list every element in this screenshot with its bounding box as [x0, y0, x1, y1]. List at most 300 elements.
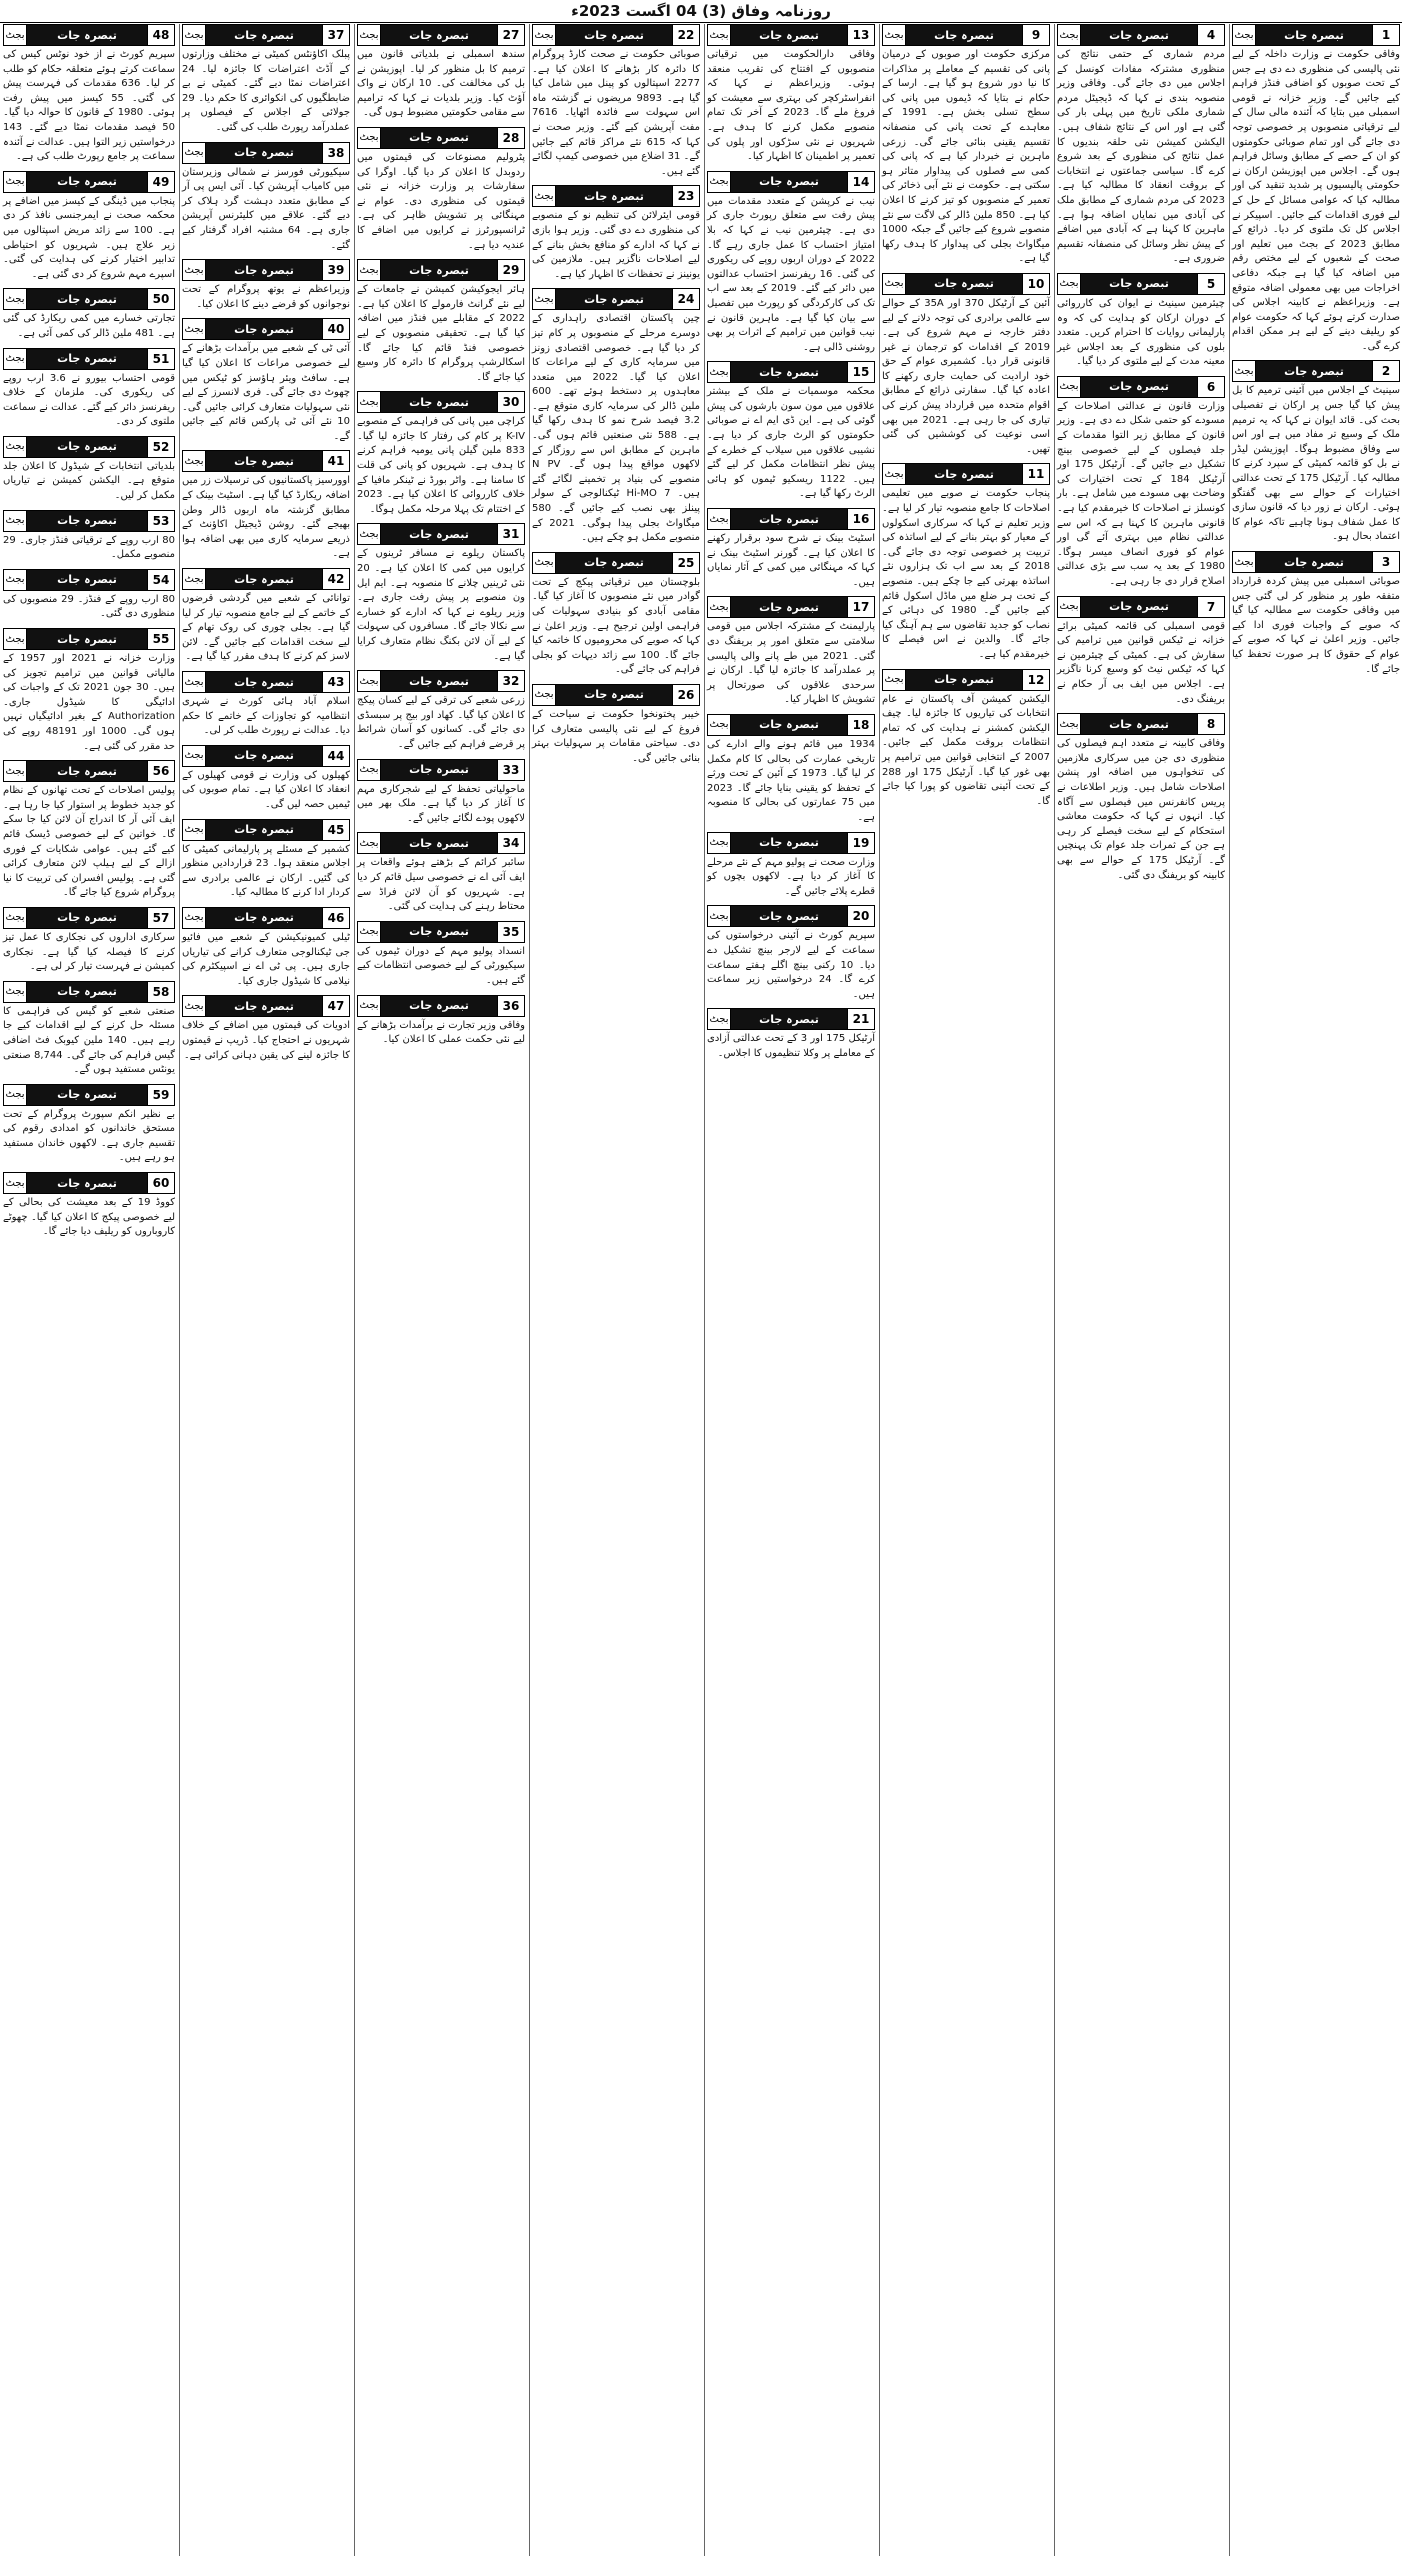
news-item-tag: بجٹ: [4, 437, 27, 457]
news-item-text: صوبائی حکومت نے صحت کارڈ پروگرام کا دائرہ کار بڑھانے کا اعلان کیا ہے۔ 2277 اسپتالوں کو پینل میں شامل کیا گیا ہے۔ 9893 مریضوں نے گزشتہ ماہ اس سہولت سے فائدہ اٹھایا۔ 7616 مفت آپریشن کیے گئے۔ وزیر صحت نے کہا کہ 615 نئے مراکز قائم کیے جائیں گے۔ 31 اضلاع میں خصوصی کیمپ لگائے گئے ہیں۔: [532, 49, 700, 177]
news-item-label: تبصرہ جات: [731, 597, 847, 617]
news-item-label: تبصرہ جات: [27, 761, 147, 781]
news-item-number: 5: [1197, 274, 1224, 294]
news-item-label: تبصرہ جات: [27, 1085, 147, 1105]
news-item: [357, 832, 525, 914]
news-item-text: ہائر ایجوکیشن کمیشن نے جامعات کے لیے نئے گرانٹ فارمولے کا اعلان کیا ہے۔ 2022 کے مقابلے میں فنڈز میں اضافہ کیا گیا ہے۔ تحقیقی منصوبوں کے لیے خصوصی فنڈ قائم کیا جائے گا۔ اسکالرشپ پروگرام کا دائرہ کار وسیع کیا جائے گا۔: [357, 284, 525, 383]
news-item: [1057, 376, 1225, 590]
news-item-number: 9: [1022, 25, 1049, 45]
news-item-tag: بجٹ: [1058, 377, 1081, 397]
news-item-header: [1057, 273, 1225, 295]
news-item-text: وزارت صحت نے پولیو مہم کے نئے مرحلے کا آغاز کر دیا ہے۔ لاکھوں بچوں کو قطرے پلائے جائیں گے۔: [707, 856, 875, 897]
news-item-header: [707, 905, 875, 927]
news-item-header: [357, 523, 525, 545]
news-item: [182, 819, 350, 901]
news-item-header: [3, 1172, 175, 1194]
news-item-number: 19: [847, 833, 874, 853]
news-item-text: انسداد پولیو مہم کے دوران ٹیموں کی سیکیورٹی کے لیے خصوصی انتظامات کیے گئے ہیں۔: [357, 945, 525, 986]
news-item-number: 1: [1372, 25, 1399, 45]
news-item-tag: بجٹ: [4, 289, 27, 309]
column-7: [179, 24, 352, 2556]
news-item-text: تجارتی خسارے میں کمی ریکارڈ کی گئی ہے۔ 481 ملین ڈالر کی کمی آئی ہے۔: [3, 313, 175, 339]
news-item-header: [882, 463, 1050, 485]
news-item: [3, 981, 175, 1078]
news-item-text: سپریم کورٹ نے از خود نوٹس کیس کی سماعت کرتے ہوئے متعلقہ حکام کو طلب کر لیا۔ 636 مقدمات کی فہرست پیش کی گئی۔ 55 کیسز میں پیش رفت ہوئی۔ 1980 کے قانون کا حوالہ دیا گیا۔ 50 فیصد مقدمات نمٹا دیے گئے۔ 143 درخواستیں زیر التوا ہیں۔ عدالت نے آئندہ سماعت پر جامع رپورٹ طلب کی ہے۔: [3, 49, 175, 163]
news-item-tag: بجٹ: [1058, 714, 1081, 734]
news-item-text: پولیس اصلاحات کے تحت تھانوں کے نظام کو جدید خطوط پر استوار کیا جا رہا ہے۔ ایف آئی آر کا اندراج آن لائن کیا جا سکے گا۔ خواتین کے لیے خصوصی ڈیسک قائم کیے گئے ہیں۔ عوامی شکایات کے فوری ازالے کے لیے ہیلپ لائن متعارف کرائی گئی ہے۔ پولیس افسران کی تربیت کا نیا پروگرام شروع کیا جائے گا۔: [3, 785, 175, 899]
news-item-number: 3: [1372, 552, 1399, 572]
news-item-header: [357, 391, 525, 413]
news-item: [3, 24, 175, 165]
news-item: [882, 273, 1050, 458]
news-item-label: تبصرہ جات: [906, 464, 1022, 484]
news-item-tag: بجٹ: [1058, 274, 1081, 294]
news-item-text: قومی اسمبلی کی قائمہ کمیٹی برائے خزانہ نے ٹیکس قوانین میں ترامیم کی سفارش کی ہے۔ کمیٹی کے چیئرمین نے کہا کہ ٹیکس نیٹ کو وسیع کرنا ناگزیر ہے۔ اجلاس میں ایف بی آر حکام نے بریفنگ دی۔: [1057, 620, 1225, 705]
news-item-tag: بجٹ: [708, 833, 731, 853]
news-item: [1232, 360, 1400, 545]
news-item-number: 4: [1197, 25, 1224, 45]
news-item-label: تبصرہ جات: [556, 553, 672, 573]
news-item: [182, 907, 350, 989]
news-item-header: [182, 24, 350, 46]
news-item-number: 33: [497, 760, 524, 780]
news-item-text: قومی احتساب بیورو نے 3.6 ارب روپے کی ریکوری کی۔ ملزمان کے خلاف ریفرنسز دائر کیے گئے۔ عدالت نے سماعت ملتوی کر دی۔: [3, 372, 175, 428]
news-item: [3, 1172, 175, 1240]
news-item-number: 55: [147, 629, 174, 649]
news-item-tag: بجٹ: [183, 569, 206, 589]
news-item-text: پارلیمنٹ کے مشترکہ اجلاس میں قومی سلامتی سے متعلق امور پر بریفنگ دی گئی۔ 2021 میں طے پانے والی پالیسی پر عملدرآمد کا جائزہ لیا گیا۔ ارکان نے سرحدی علاقوں کی صورتحال پر تشویش کا اظہار کیا۔: [707, 621, 876, 706]
news-item-number: 57: [147, 908, 174, 928]
news-item-text: آئی ٹی کے شعبے میں برآمدات بڑھانے کے لیے خصوصی مراعات کا اعلان کیا گیا ہے۔ سافٹ ویئر ہاؤسز کو ٹیکس میں چھوٹ دی جائے گی۔ فری لانسرز کے لیے نئی سہولیات متعارف کرائی جائیں گی۔ 10 نئے آئی ٹی پارکس قائم کیے جائیں گے۔: [182, 343, 350, 442]
news-item-header: [3, 24, 175, 46]
news-item-header: [182, 259, 350, 281]
news-item-text: صنعتی شعبے کو گیس کی فراہمی کا مسئلہ حل کرنے کے لیے اقدامات کیے جا رہے ہیں۔ 140 ملین کیوبک فٹ اضافی گیس فراہم کی جائے گی۔ 8,744 صنعتی یونٹس مستفید ہوں گے۔: [3, 1005, 175, 1076]
column-1: [1229, 24, 1402, 2556]
news-item-label: تبصرہ جات: [1081, 274, 1197, 294]
news-item-text: صوبائی اسمبلی میں پیش کردہ قرارداد متفقہ طور پر منظور کر لی گئی جس میں وفاقی حکومت سے مطالبہ کیا گیا کہ صوبے کے واجبات فوری ادا کیے جائیں۔ وزیر اعلیٰ نے کہا کہ صوبے کے عوام کے حقوق کا ہر صورت تحفظ کیا جائے گا۔: [1232, 576, 1400, 675]
news-item-header: [357, 670, 525, 692]
news-item-number: 23: [672, 186, 699, 206]
news-item-text: 1934 میں قائم ہونے والے ادارے کی تاریخی عمارت کی بحالی کا کام مکمل کر لیا گیا۔ 1973 کے آئین کے تحت ورثے کے تحفظ کو یقینی بنایا جائے گا۔ 2023 میں 75 عمارتوں کی بحالی کا منصوبہ ہے۔: [707, 738, 875, 823]
news-item-tag: بجٹ: [708, 509, 731, 529]
news-item-number: 12: [1022, 670, 1049, 690]
page-title: روزنامہ وفاق (3) 04 اگست 2023ء: [0, 0, 1402, 23]
news-item: [882, 463, 1050, 662]
news-item-text: وفاقی دارالحکومت میں ترقیاتی منصوبوں کے افتتاح کی تقریب منعقد ہوئی۔ وزیراعظم نے کہا کہ انفراسٹرکچر کی بہتری سے معیشت کو فروغ ملے گا۔ 2023 کے آخر تک تمام منصوبے مکمل کرنے کا ہدف ہے۔ شہریوں نے نئی سڑکوں اور پلوں کی تعمیر پر اطمینان کا اظہار کیا۔: [707, 49, 875, 163]
news-item-label: تبصرہ جات: [1256, 361, 1372, 381]
news-item-label: تبصرہ جات: [27, 1173, 147, 1193]
news-item-label: تبصرہ جات: [381, 392, 497, 412]
column-5: [529, 24, 702, 2556]
news-item-header: [882, 24, 1050, 46]
column-6: [354, 24, 527, 2556]
news-item-number: 11: [1022, 464, 1049, 484]
news-item-header: [3, 907, 175, 929]
news-item: [182, 24, 350, 136]
news-item-header: [182, 995, 350, 1017]
news-item-number: 48: [147, 25, 174, 45]
news-item-tag: بجٹ: [708, 597, 731, 617]
news-item-text: خیبر پختونخوا حکومت نے سیاحت کے فروغ کے لیے نئی پالیسی متعارف کرا دی۔ سیاحتی مقامات پر سہولیات بہتر بنائی جائیں گی۔: [532, 708, 700, 764]
news-item-label: تبصرہ جات: [206, 569, 322, 589]
news-item-label: تبصرہ جات: [381, 128, 497, 148]
news-item-header: [882, 273, 1050, 295]
news-item: [182, 671, 350, 739]
news-item: [707, 1008, 875, 1061]
news-item-tag: بجٹ: [4, 982, 27, 1002]
news-item-number: 14: [847, 172, 874, 192]
news-item-label: تبصرہ جات: [906, 670, 1022, 690]
news-item-tag: بجٹ: [4, 629, 27, 649]
news-item: [182, 259, 350, 312]
news-item: [1232, 551, 1400, 677]
news-item-text: ٹیلی کمیونیکیشن کے شعبے میں فائیو جی ٹیکنالوجی متعارف کرانے کی تیاریاں جاری ہیں۔ پی ٹی اے نے اسپیکٹرم کی نیلامی کا شیڈول جاری کیا۔: [182, 931, 350, 987]
news-item-header: [532, 185, 700, 207]
news-item-label: تبصرہ جات: [731, 906, 847, 926]
news-item-label: تبصرہ جات: [381, 833, 497, 853]
news-item-text: کھیلوں کی وزارت نے قومی کھیلوں کے انعقاد کا اعلان کیا ہے۔ تمام صوبوں کی ٹیمیں حصہ لیں گی۔: [182, 769, 350, 810]
news-item-header: [532, 288, 700, 310]
news-item-tag: بجٹ: [183, 25, 206, 45]
news-item-header: [3, 1084, 175, 1106]
news-item-tag: بجٹ: [708, 25, 731, 45]
news-item: [882, 24, 1050, 267]
news-item: [707, 508, 875, 590]
news-item-label: تبصرہ جات: [1081, 714, 1197, 734]
news-item-tag: بجٹ: [4, 511, 27, 531]
news-item-tag: بجٹ: [183, 908, 206, 928]
news-item-number: 58: [147, 982, 174, 1002]
news-item-header: [182, 142, 350, 164]
news-item-text: وزارت خزانہ نے 2021 اور 1957 کے مالیاتی قوانین میں ترامیم تجویز کی ہیں۔ 30 جون 2021 تک کے واجبات کی ادائیگی کا شیڈول جاری۔ Authorization کے بغیر ادائیگیاں نہیں ہوں گی۔ 1000 اور 48191 روپے کی حد مقرر کی گئی ہے۔: [3, 653, 175, 752]
news-item-tag: بجٹ: [883, 274, 906, 294]
news-item: [532, 288, 700, 546]
news-item-header: [3, 436, 175, 458]
news-item: [3, 436, 175, 504]
news-item-text: وزارت قانون نے عدالتی اصلاحات کے مسودے کو حتمی شکل دے دی ہے۔ وزیر قانون کے مطابق زیر التوا مقدمات کے جلد فیصلوں کے لیے خصوصی بینچ تشکیل دیے جائیں گے۔ آرٹیکل 175 اور آرٹیکل 184 کے تحت اختیارات کی وضاحت بھی مسودے میں شامل ہے۔ بار کونسلز نے اصلاحات کا خیرمقدم کیا ہے۔ قانونی ماہرین کا کہنا ہے کہ اس سے عدالتی نظام میں بہتری آئے گی اور عوام کو فوری انصاف میسر ہوگا۔ 1980 کے بعد یہ سب سے بڑی عدالتی اصلاح قرار دی جا رہی ہے۔: [1057, 400, 1225, 587]
news-item-header: [3, 510, 175, 532]
news-item-label: تبصرہ جات: [731, 25, 847, 45]
news-item-number: 60: [147, 1173, 174, 1193]
news-item-header: [182, 568, 350, 590]
news-item-label: تبصرہ جات: [206, 746, 322, 766]
news-item: [3, 760, 175, 901]
news-item-number: 31: [497, 524, 524, 544]
news-item-number: 49: [147, 172, 174, 192]
news-item-label: تبصرہ جات: [1081, 597, 1197, 617]
news-item-number: 20: [847, 906, 874, 926]
news-item: [532, 24, 700, 179]
news-item-label: تبصرہ جات: [1081, 25, 1197, 45]
news-item-tag: بجٹ: [183, 820, 206, 840]
news-item: [707, 905, 875, 1002]
news-item-text: وفاقی حکومت نے وزارت داخلہ کے لیے نئی پالیسی کی منظوری دے دی ہے جس کے تحت صوبوں کو اضافی فنڈز فراہم کیے جائیں گے۔ وزیر خزانہ نے قومی اسمبلی میں بتایا کہ آئندہ مالی سال کے لیے ترقیاتی منصوبوں پر خصوصی توجہ دی جائے گی اور تمام صوبائی حکومتوں کو ان کے حصے کے مطابق وسائل فراہم ہوں گے۔ اجلاس میں اپوزیشن ارکان نے حکومتی پالیسیوں پر شدید تنقید کی اور مطالبہ کیا کہ عوامی مسائل کے حل کے لیے فوری اقدامات کیے جائیں۔ اسپیکر نے اجلاس کل تک ملتوی کر دیا۔ ذرائع کے مطابق 2023 کے بجٹ میں تعلیم اور صحت کے شعبوں کے لیے مختص رقم میں اضافہ کیا گیا ہے جبکہ دفاعی اخراجات میں بھی معمولی اضافہ متوقع ہے۔ وزیراعظم نے کابینہ اجلاس کی صدارت کرتے ہوئے کہا کہ حکومت عوام کو ریلیف دینے کے لیے ہر ممکن اقدام کرے گی۔: [1232, 49, 1400, 352]
news-item-tag: بجٹ: [4, 1173, 27, 1193]
news-item: [3, 171, 175, 283]
news-item: [3, 907, 175, 975]
news-item-label: تبصرہ جات: [27, 349, 147, 369]
news-item-tag: بجٹ: [4, 761, 27, 781]
news-item-text: پاکستان ریلوے نے مسافر ٹرینوں کے کرایوں میں کمی کا اعلان کیا ہے۔ 20 نئی ٹرینیں چلانے کا منصوبہ ہے۔ ایم ایل ون منصوبے پر پیش رفت جاری ہے۔ وزیر ریلوے نے کہا کہ ادارے کو خسارے سے نکالا جائے گا۔ مسافروں کی سہولت کے لیے آن لائن بکنگ نظام متعارف کرایا گیا ہے۔: [357, 548, 525, 662]
news-item: [3, 569, 175, 622]
news-item: [357, 759, 525, 827]
news-item-label: تبصرہ جات: [1256, 552, 1372, 572]
news-item-label: تبصرہ جات: [27, 629, 147, 649]
news-item-number: 44: [322, 746, 349, 766]
news-item-tag: بجٹ: [1058, 25, 1081, 45]
news-item-text: نیب نے کرپشن کے متعدد مقدمات میں پیش رفت سے متعلق رپورٹ جاری کر دی ہے۔ چیئرمین نیب نے کہا کہ بلا امتیاز احتساب کا عمل جاری رہے گا۔ 2022 کے دوران اربوں روپے کی ریکوری کی گئی۔ 16 ریفرنسز احتساب عدالتوں میں دائر کیے گئے۔ 2019 کے بعد سے اب تک کی کارکردگی کو رپورٹ میں تفصیل سے بیان کیا گیا ہے۔ ماہرین قانون نے نیب قوانین میں ترامیم کے اثرات پر بھی روشنی ڈالی ہے۔: [707, 195, 876, 353]
news-item-tag: بجٹ: [1233, 361, 1256, 381]
news-item-label: تبصرہ جات: [556, 289, 672, 309]
news-item-label: تبصرہ جات: [731, 1009, 847, 1029]
news-item-number: 50: [147, 289, 174, 309]
news-item-tag: بجٹ: [183, 672, 206, 692]
news-item-text: اسٹیٹ بینک نے شرح سود برقرار رکھنے کا اعلان کیا ہے۔ گورنر اسٹیٹ بینک نے کہا کہ مہنگائی میں کمی کے آثار نمایاں ہیں۔: [707, 533, 875, 588]
news-item-tag: بجٹ: [183, 996, 206, 1016]
news-item: [357, 127, 525, 253]
news-item-number: 13: [847, 25, 874, 45]
news-item-text: کووڈ 19 کے بعد معیشت کی بحالی کے لیے خصوصی پیکج کا اعلان کیا گیا۔ چھوٹے کاروباروں کو ریلیف دیا جائے گا۔: [3, 1197, 175, 1238]
news-item-tag: بجٹ: [4, 908, 27, 928]
news-item-label: تبصرہ جات: [27, 25, 147, 45]
news-item: [532, 185, 700, 282]
news-item-tag: بجٹ: [883, 25, 906, 45]
news-item: [357, 523, 525, 664]
news-item-text: چین پاکستان اقتصادی راہداری کے دوسرے مرحلے کے منصوبوں پر کام تیز کر دیا گیا ہے۔ خصوصی اقتصادی زونز میں سرمایہ کاری کے لیے مراعات کا اعلان کیا گیا۔ 2022 میں متعدد معاہدوں پر دستخط ہوئے تھے۔ 600 ملین ڈالر کی سرمایہ کاری متوقع ہے۔ 3.2 فیصد شرح نمو کا ہدف رکھا گیا ہے۔ 588 نئی صنعتیں قائم ہوں گی۔ ماہرین کے مطابق اس سے روزگار کے لاکھوں مواقع پیدا ہوں گے۔ N PV منصوبے کی بنیاد پر تخمینے لگائے گئے ہیں۔ Hi-MO 7 ٹیکنالوجی کے سولر پینلز بھی نصب کیے جائیں گے۔ 580 میگاواٹ بجلی پیدا ہوگی۔ 2021 کے منصوبے مکمل ہو چکے ہیں۔: [532, 313, 701, 544]
news-item-header: [707, 596, 875, 618]
news-item-number: 45: [322, 820, 349, 840]
news-item-header: [532, 24, 700, 46]
news-item-header: [182, 318, 350, 340]
news-item-header: [707, 508, 875, 530]
news-item: [357, 24, 525, 121]
news-item-label: تبصرہ جات: [206, 25, 322, 45]
news-item: [1232, 24, 1400, 354]
news-item-tag: بجٹ: [708, 1009, 731, 1029]
news-item-tag: بجٹ: [4, 1085, 27, 1105]
news-item: [3, 288, 175, 341]
news-item-tag: بجٹ: [358, 671, 381, 691]
news-item-label: تبصرہ جات: [731, 509, 847, 529]
news-item-number: 10: [1022, 274, 1049, 294]
news-item-label: تبصرہ جات: [381, 922, 497, 942]
news-item-tag: بجٹ: [183, 746, 206, 766]
news-item: [707, 24, 875, 165]
news-item-number: 32: [497, 671, 524, 691]
news-item-label: تبصرہ جات: [381, 996, 497, 1016]
news-item: [1057, 596, 1225, 708]
news-item-tag: بجٹ: [708, 715, 731, 735]
news-item-header: [182, 671, 350, 693]
news-item-number: 47: [322, 996, 349, 1016]
news-item-tag: بجٹ: [358, 128, 381, 148]
news-item-number: 59: [147, 1085, 174, 1105]
news-item: [357, 391, 525, 517]
news-item-tag: بجٹ: [1058, 597, 1081, 617]
news-item-tag: بجٹ: [533, 186, 556, 206]
news-item-number: 7: [1197, 597, 1224, 617]
news-item-header: [3, 981, 175, 1003]
news-item-number: 54: [147, 570, 174, 590]
news-item-header: [357, 24, 525, 46]
news-item-tag: بجٹ: [183, 143, 206, 163]
news-item-header: [1057, 713, 1225, 735]
news-item-tag: بجٹ: [4, 349, 27, 369]
news-item-header: [182, 907, 350, 929]
news-item-number: 15: [847, 362, 874, 382]
news-item-text: سینیٹ کے اجلاس میں آئینی ترمیم کا بل پیش کیا گیا جس پر ارکان نے تفصیلی بحث کی۔ قائد ایوان نے کہا کہ یہ ترمیم ملک کے وسیع تر مفاد میں ہے اور اس سے وفاق مضبوط ہوگا۔ اپوزیشن لیڈر نے بل کو قائمہ کمیٹی کے سپرد کرنے کا مطالبہ کیا۔ آرٹیکل 175 کے تحت عدالتی اختیارات کے حوالے سے بھی گفتگو ہوئی۔ ارکان نے زور دیا کہ قانون سازی کا عمل شفاف ہونا چاہیے تاکہ عوام کا اعتماد بحال ہو۔: [1232, 385, 1400, 543]
news-item: [707, 832, 875, 900]
news-item: [182, 745, 350, 813]
news-item-header: [532, 552, 700, 574]
news-item: [3, 348, 175, 430]
news-item-text: مردم شماری کے حتمی نتائج کی منظوری مشترکہ مفادات کونسل کے اجلاس میں دی جائے گی۔ وفاقی وزیر منصوبہ بندی نے کہا کہ ڈیجیٹل مردم شماری ملکی تاریخ میں پہلی بار کی گئی ہے اور اس کے نتائج شفاف ہیں۔ الیکشن کمیشن نئی حلقہ بندیوں کا عمل نتائج کی منظوری کے بعد شروع کرے گا۔ سیاسی جماعتوں نے انتخابات کے بروقت انعقاد کا مطالبہ کیا ہے۔ 2023 کی مردم شماری کے مطابق ملک کی آبادی میں نمایاں اضافہ ہوا ہے۔ ماہرین کا کہنا ہے کہ آبادی میں اضافے کے پیش نظر وسائل کی منصفانہ تقسیم ضروری ہے۔: [1057, 49, 1225, 265]
news-item-tag: بجٹ: [183, 319, 206, 339]
news-item-text: چیئرمین سینیٹ نے ایوان کی کارروائی کے دوران ارکان کو ہدایت کی کہ وہ پارلیمانی روایات کا احترام کریں۔ متعدد بلوں کی منظوری کے بعد اجلاس غیر معینہ مدت کے لیے ملتوی کر دیا گیا۔: [1057, 297, 1225, 368]
news-item: [357, 670, 525, 752]
news-item-tag: بجٹ: [533, 25, 556, 45]
news-item-header: [3, 348, 175, 370]
news-item-number: 26: [672, 685, 699, 705]
news-item-header: [1232, 551, 1400, 573]
news-item-text: پنجاب حکومت نے صوبے میں تعلیمی اصلاحات کا جامع منصوبہ تیار کر لیا ہے۔ وزیر تعلیم نے کہا کہ سرکاری اسکولوں کے معیار کو بہتر بنانے کے لیے اساتذہ کی تربیت پر خصوصی توجہ دی جائے گی۔ 2018 کے بعد سے اب تک ہزاروں نئے اساتذہ بھرتی کیے جا چکے ہیں۔ منصوبے کے تحت ہر ضلع میں ماڈل اسکول قائم کیے جائیں گے۔ 1980 کی دہائی کے نصاب کو جدید تقاضوں سے ہم آہنگ کیا جائے گا۔ والدین نے اس فیصلے کا خیرمقدم کیا ہے۔: [882, 488, 1051, 660]
news-item: [182, 568, 350, 665]
news-item-label: تبصرہ جات: [556, 186, 672, 206]
news-item-text: ماحولیاتی تحفظ کے لیے شجرکاری مہم کا آغاز کر دیا گیا ہے۔ ملک بھر میں لاکھوں پودے لگائے جائیں گے۔: [357, 783, 525, 824]
news-item: [882, 669, 1050, 810]
news-item-label: تبصرہ جات: [906, 274, 1022, 294]
news-item-label: تبصرہ جات: [27, 570, 147, 590]
news-item-text: اوورسیز پاکستانیوں کی ترسیلات زر میں اضافہ ریکارڈ کیا گیا ہے۔ اسٹیٹ بینک کے مطابق گزشتہ ماہ اربوں ڈالر وطن بھیجے گئے۔ روشن ڈیجیٹل اکاؤنٹ کے ذریعے سرمایہ کاری میں بھی اضافہ ہوا ہے۔: [182, 475, 350, 560]
news-item-number: 37: [322, 25, 349, 45]
news-item: [1057, 24, 1225, 267]
news-item-text: 80 ارب روپے کے ترقیاتی فنڈز جاری۔ 29 منصوبے مکمل۔: [3, 534, 175, 561]
news-item-header: [1057, 596, 1225, 618]
news-item-number: 51: [147, 349, 174, 369]
news-item-tag: بجٹ: [183, 260, 206, 280]
news-item-text: کراچی میں پانی کی فراہمی کے منصوبے K-IV پر کام کی رفتار کا جائزہ لیا گیا۔ 833 ملین گیلن پانی یومیہ فراہم کرنے کا ہدف ہے۔ شہریوں کو پانی کی قلت کا سامنا ہے۔ واٹر بورڈ نے ٹینکر مافیا کے خلاف کارروائی کا اعلان کیا ہے۔ 2023 کے اختتام تک پہلا مرحلہ مکمل ہوگا۔: [357, 416, 525, 515]
news-item-header: [1232, 360, 1400, 382]
news-item: [182, 142, 350, 254]
news-item: [532, 684, 700, 766]
news-item-number: 16: [847, 509, 874, 529]
news-item-number: 27: [497, 25, 524, 45]
news-item: [3, 1084, 175, 1166]
news-item-number: 40: [322, 319, 349, 339]
news-item-number: 22: [672, 25, 699, 45]
news-item-text: قومی ایئرلائن کی تنظیم نو کے منصوبے کی منظوری دے دی گئی۔ وزیر ہوا بازی نے کہا کہ ادارے کو منافع بخش بنانے کے لیے اصلاحات ناگزیر ہیں۔ ملازمین کی یونینز نے تحفظات کا اظہار کیا ہے۔: [532, 210, 700, 280]
news-item-header: [357, 259, 525, 281]
news-item-header: [707, 361, 875, 383]
news-item-text: بے نظیر انکم سپورٹ پروگرام کے تحت مستحق خاندانوں کو امدادی رقوم کی تقسیم جاری ہے۔ لاکھوں خاندان مستفید ہو رہے ہیں۔: [3, 1108, 175, 1164]
news-item-number: 41: [322, 451, 349, 471]
news-item-number: 39: [322, 260, 349, 280]
news-item: [707, 171, 875, 356]
news-item-header: [707, 24, 875, 46]
news-item-label: تبصرہ جات: [206, 996, 322, 1016]
news-item-tag: بجٹ: [358, 760, 381, 780]
news-item-number: 25: [672, 553, 699, 573]
news-item-text: سپریم کورٹ نے آئینی درخواستوں کی سماعت کے لیے لارجر بینچ تشکیل دے دیا۔ 10 رکنی بینچ اگلے ہفتے سماعت کرے گا۔ 24 درخواستیں زیر سماعت ہیں۔: [707, 930, 876, 1000]
news-item-header: [182, 819, 350, 841]
column-8: [1, 24, 177, 2556]
news-item-label: تبصرہ جات: [381, 671, 497, 691]
news-item-tag: بجٹ: [708, 172, 731, 192]
news-item-header: [707, 1008, 875, 1030]
news-item-number: 6: [1197, 377, 1224, 397]
news-item-header: [182, 450, 350, 472]
news-item: [707, 361, 875, 502]
news-item: [532, 552, 700, 678]
news-item-number: 8: [1197, 714, 1224, 734]
news-item-label: تبصرہ جات: [206, 260, 322, 280]
news-item-tag: بجٹ: [358, 25, 381, 45]
news-item-tag: بجٹ: [4, 570, 27, 590]
news-item-header: [357, 995, 525, 1017]
news-item-label: تبصرہ جات: [731, 172, 847, 192]
column-2: [1054, 24, 1227, 2556]
news-item-header: [3, 288, 175, 310]
news-item-tag: بجٹ: [1233, 25, 1256, 45]
news-item-text: 80 ارب روپے کے فنڈز۔ 29 منصوبوں کی منظوری دی گئی۔: [3, 593, 175, 620]
news-item-header: [707, 171, 875, 193]
news-item-header: [3, 628, 175, 650]
news-item-text: آئین کے آرٹیکل 370 اور 35A کے حوالے سے عالمی برادری کی توجہ دلانے کے لیے دفتر خارجہ نے مہم شروع کی ہے۔ 2019 کے اقدامات کو ترجمان نے غیر قانونی قرار دیا۔ کشمیری عوام کے حق خود ارادیت کی حمایت جاری رکھنے کا اعادہ کیا گیا۔ سفارتی ذرائع کے مطابق اقوام متحدہ میں قرارداد پیش کرنے کی تیاری کی جا رہی ہے۔ 2021 میں بھی اسی نوعیت کی کوششیں کی گئی تھیں۔: [882, 297, 1050, 455]
news-item-tag: بجٹ: [4, 25, 27, 45]
news-item-text: کشمیر کے مسئلے پر پارلیمانی کمیٹی کا اجلاس منعقد ہوا۔ 23 قراردادیں منظور کی گئیں۔ ارکان نے عالمی برادری سے کردار ادا کرنے کا مطالبہ کیا۔: [182, 843, 350, 899]
news-item-header: [707, 832, 875, 854]
news-item-label: تبصرہ جات: [27, 437, 147, 457]
news-item-number: 18: [847, 715, 874, 735]
news-item: [3, 510, 175, 563]
news-item-tag: بجٹ: [533, 289, 556, 309]
news-item-text: سیکیورٹی فورسز نے شمالی وزیرستان میں کامیاب آپریشن کیا۔ آئی ایس پی آر کے مطابق متعدد دہشت گرد ہلاک کر دیے گئے۔ علاقے میں کلیئرنس آپریشن جاری ہے۔ 64 مشتبہ افراد گرفتار کیے گئے۔: [182, 166, 350, 251]
news-item-number: 36: [497, 996, 524, 1016]
news-item-number: 28: [497, 128, 524, 148]
news-item-tag: بجٹ: [183, 451, 206, 471]
news-item: [182, 450, 350, 562]
news-item-label: تبصرہ جات: [1256, 25, 1372, 45]
news-item-label: تبصرہ جات: [731, 715, 847, 735]
news-item-text: سندھ اسمبلی نے بلدیاتی قانون میں ترمیم کا بل منظور کر لیا۔ اپوزیشن نے بل کی مخالفت کی۔ 10 ارکان نے واک آؤٹ کیا۔ وزیر بلدیات نے کہا کہ ترامیم سے مقامی حکومتیں مضبوط ہوں گی۔: [357, 49, 526, 119]
news-item-tag: بجٹ: [708, 362, 731, 382]
news-item-text: وفاقی وزیر تجارت نے برآمدات بڑھانے کے لیے نئی حکمت عملی کا اعلان کیا۔: [357, 1019, 525, 1046]
news-item-number: 38: [322, 143, 349, 163]
news-item-text: وفاقی کابینہ نے متعدد اہم فیصلوں کی منظوری دی جن میں سرکاری ملازمین کی تنخواہوں میں اضافہ اور پنشن اصلاحات شامل ہیں۔ وزیر اطلاعات نے پریس کانفرنس میں فیصلوں سے آگاہ کیا۔ انہوں نے کہا کہ حکومت معاشی استحکام کے لیے سخت فیصلے کر رہی ہے جن کے ثمرات جلد عوام تک پہنچیں گے۔ آرٹیکل 175 کے حوالے سے بھی کابینہ کو بریفنگ دی گئی۔: [1057, 738, 1225, 881]
news-item-number: 56: [147, 761, 174, 781]
news-item-tag: بجٹ: [4, 172, 27, 192]
news-item-header: [357, 921, 525, 943]
news-item: [357, 259, 525, 385]
news-item-label: تبصرہ جات: [27, 289, 147, 309]
news-item-header: [182, 745, 350, 767]
news-item-label: تبصرہ جات: [27, 172, 147, 192]
news-item-text: آرٹیکل 175 اور 3 کے تحت عدالتی آزادی کے معاملے پر وکلا تنظیموں کا اجلاس۔: [707, 1033, 876, 1059]
news-item-label: تبصرہ جات: [731, 362, 847, 382]
news-item-header: [1057, 24, 1225, 46]
news-item: [1057, 713, 1225, 883]
news-item-text: سرکاری اداروں کی نجکاری کا عمل تیز کرنے کا فیصلہ کیا گیا ہے۔ نجکاری کمیشن نے فہرست تیار کر لی ہے۔: [3, 931, 175, 973]
news-item: [182, 318, 350, 444]
news-item-header: [532, 684, 700, 706]
news-item-header: [1232, 24, 1400, 46]
news-item-label: تبصرہ جات: [381, 760, 497, 780]
news-item: [357, 995, 525, 1048]
news-item-label: تبصرہ جات: [1081, 377, 1197, 397]
news-item-header: [3, 171, 175, 193]
news-item-label: تبصرہ جات: [27, 982, 147, 1002]
news-item-text: توانائی کے شعبے میں گردشی قرضوں کے خاتمے کے لیے جامع منصوبہ تیار کر لیا گیا ہے۔ بجلی چوری کی روک تھام کے لیے سخت اقدامات کیے جائیں گے۔ لائن لاسز کم کرنے کا ہدف مقرر کیا گیا ہے۔: [182, 593, 350, 663]
